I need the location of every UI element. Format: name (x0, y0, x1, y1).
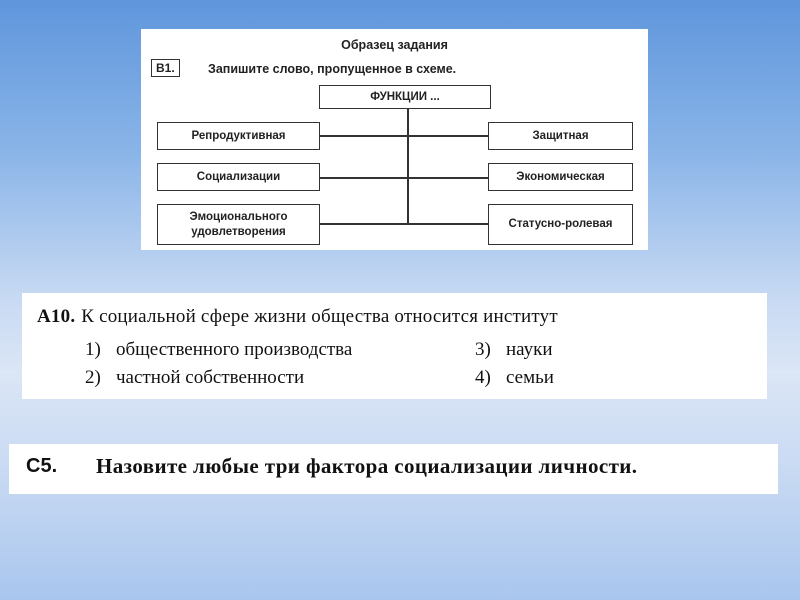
a10-label: А10. (37, 306, 76, 327)
scheme-card (141, 29, 648, 250)
c5-question: Назовите любые три фактора социализации личности. (96, 454, 638, 478)
c5-card (9, 444, 778, 494)
right-box-2: Экономическая (488, 163, 633, 191)
option-text: науки (506, 339, 553, 360)
option-text: частной собственности (116, 367, 305, 388)
option-text: семьи (506, 367, 554, 388)
task-instruction: Запишите слово, пропущенное в схеме. (208, 62, 457, 76)
a10-option-4 (475, 367, 554, 389)
option-number: 4) (475, 367, 491, 388)
right-box-1: Защитная (488, 122, 633, 150)
branch-line-2 (319, 177, 489, 179)
center-box: ФУНКЦИИ ... (319, 85, 491, 109)
left-box-2: Социализации (157, 163, 320, 191)
task-tag: В1. (151, 59, 180, 77)
option-number: 1) (85, 339, 101, 360)
right-box-3: Статусно-ролевая (488, 204, 633, 245)
scheme-title: Образец задания (341, 38, 448, 52)
left-box-3: Эмоционального удовлетворения (157, 204, 320, 245)
a10-question: К социальной сфере жизни общества относится институт (81, 306, 558, 327)
option-text: общественного производства (116, 339, 353, 360)
trunk-line (407, 109, 409, 224)
branch-line-3 (319, 223, 489, 225)
a10-option-2 (85, 367, 304, 389)
option-number: 3) (475, 339, 491, 360)
a10-option-1 (85, 339, 352, 361)
a10-card (22, 293, 767, 399)
left-box-1: Репродуктивная (157, 122, 320, 150)
a10-option-3 (475, 339, 553, 361)
branch-line-1 (319, 135, 489, 137)
c5-label: С5. (26, 455, 58, 477)
a10-question-line (37, 306, 558, 328)
option-number: 2) (85, 367, 101, 388)
